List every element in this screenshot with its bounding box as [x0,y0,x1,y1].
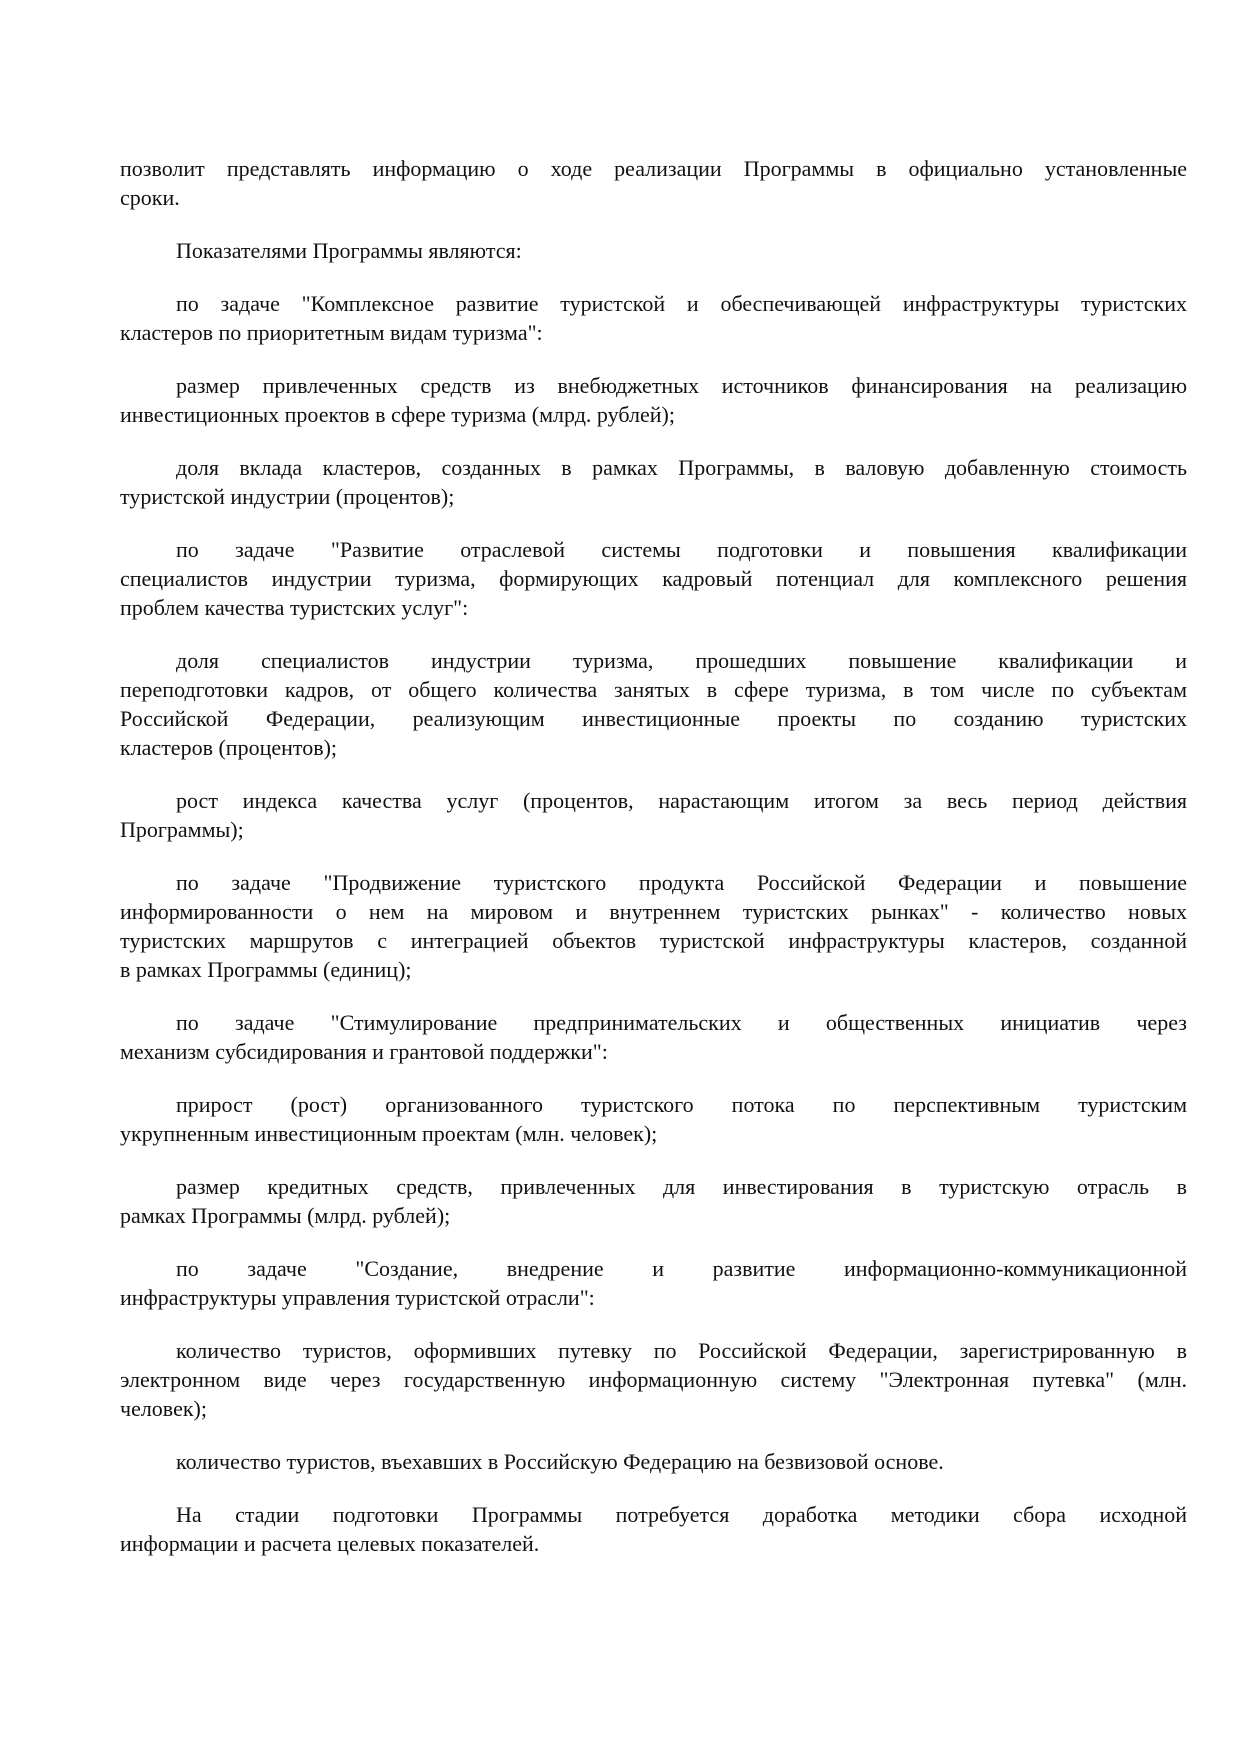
paragraph [120,236,1187,265]
text-line: информации и расчета целевых показателей. [120,1531,540,1556]
text-line: рамках Программы (млрд. рублей); [120,1203,451,1228]
paragraph [120,1172,1187,1230]
paragraph [120,154,1187,212]
text-line: прирост (рост) организованного туристского потока по перспективным туристским [176,1092,1187,1117]
text-line: по задаче "Развитие отраслевой системы подготовки и повышения квалификации [176,537,1187,562]
text-line: доля специалистов индустрии туризма, прошедших повышение квалификации и [176,648,1187,673]
text-line: по задаче "Стимулирование предпринимательских и общественных инициатив через [176,1010,1187,1035]
paragraph [120,289,1187,347]
text-line: инфраструктуры управления туристской отрасли": [120,1285,595,1310]
paragraph [120,646,1187,762]
text-line: количество туристов, оформивших путевку по Российской Федерации, зарегистрированную в [176,1338,1187,1363]
paragraph [120,786,1187,844]
text-line: человек); [120,1396,207,1421]
text-line: туристской индустрии (процентов); [120,484,455,509]
paragraph [120,1008,1187,1066]
paragraph [120,1447,1187,1476]
paragraph [120,453,1187,511]
text-line: переподготовки кадров, от общего количества занятых в сфере туризма, в том числе по субъектам [120,677,1187,702]
text-line: рост индекса качества услуг (процентов, нарастающим итогом за весь период действия [176,788,1187,813]
text-line: На стадии подготовки Программы потребуется доработка методики сбора исходной [176,1502,1187,1527]
text-line: сроки. [120,185,180,210]
text-line: размер привлеченных средств из внебюджетных источников финансирования на реализацию [176,373,1187,398]
text-line: специалистов индустрии туризма, формирующих кадровый потенциал для комплексного решения [120,566,1187,591]
paragraph [120,1336,1187,1423]
text-line: туристских маршрутов с интеграцией объектов туристской инфраструктуры кластеров, созданной [120,928,1187,953]
text-line: Российской Федерации, реализующим инвестиционные проекты по созданию туристских [120,706,1187,731]
text-line: по задаче "Комплексное развитие туристской и обеспечивающей инфраструктуры туристских [176,291,1187,316]
text-line: по задаче "Создание, внедрение и развитие информационно-коммуникационной [176,1256,1187,1281]
document-page [120,154,1187,1582]
text-line: механизм субсидирования и грантовой поддержки": [120,1039,608,1064]
text-line: проблем качества туристских услуг": [120,595,469,620]
text-line: в рамках Программы (единиц); [120,957,412,982]
text-line: информированности о нем на мировом и внутреннем туристских рынках" - количество новых [120,899,1187,924]
paragraph [120,535,1187,622]
paragraph [120,1090,1187,1148]
text-line: Программы); [120,817,244,842]
paragraph [120,371,1187,429]
text-line: инвестиционных проектов в сфере туризма (млрд. рублей); [120,402,675,427]
text-line: Показателями Программы являются: [176,238,522,263]
text-line: кластеров (процентов); [120,735,338,760]
text-line: электронном виде через государственную информационную систему "Электронная путевка" (млн. [120,1367,1187,1392]
text-line: укрупненным инвестиционным проектам (млн. человек); [120,1121,658,1146]
text-line: доля вклада кластеров, созданных в рамках Программы, в валовую добавленную стоимость [176,455,1187,480]
paragraph [120,868,1187,984]
text-line: по задаче "Продвижение туристского продукта Российской Федерации и повышение [176,870,1187,895]
paragraph [120,1500,1187,1558]
text-line: позволит представлять информацию о ходе реализации Программы в официально установленные [120,156,1187,181]
text-line: кластеров по приоритетным видам туризма": [120,320,543,345]
paragraph [120,1254,1187,1312]
text-line: размер кредитных средств, привлеченных для инвестирования в туристскую отрасль в [176,1174,1187,1199]
text-line: количество туристов, въехавших в Российскую Федерацию на безвизовой основе. [176,1449,944,1474]
